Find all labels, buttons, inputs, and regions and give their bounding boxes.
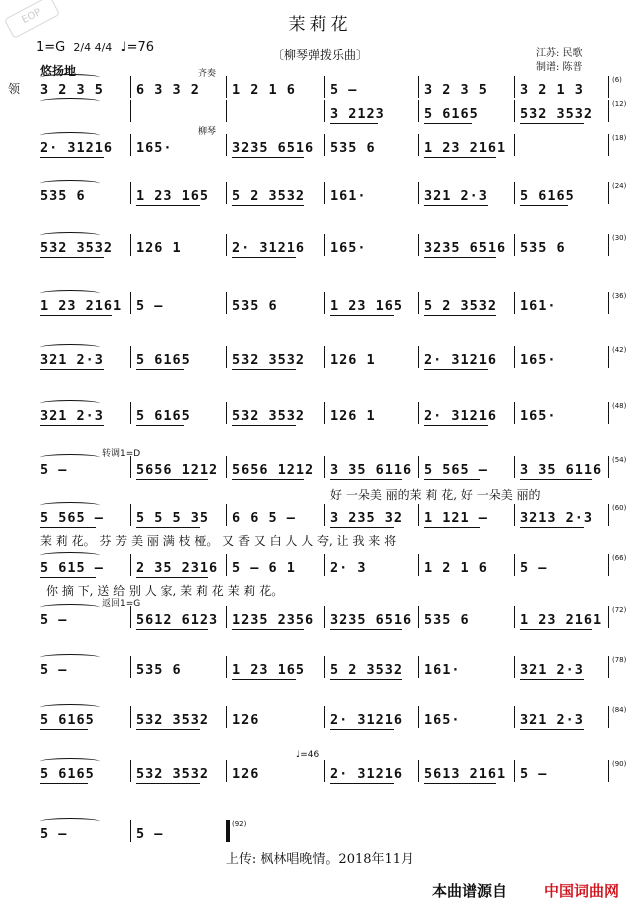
beam-underline [520, 629, 592, 630]
beam-underline [424, 157, 496, 158]
beam-underline [40, 527, 96, 528]
barline [324, 554, 325, 576]
beam-underline [330, 315, 394, 316]
measure-notes: 5656 1212 [136, 462, 219, 478]
section-label: ♩=46 [296, 750, 320, 760]
barline [324, 504, 325, 526]
measure-notes: 1 2 1 6 [424, 560, 488, 576]
barline [324, 760, 325, 782]
measure-notes: 1 23 165 [330, 298, 404, 314]
measure-notes: 165· [330, 240, 367, 256]
beam-underline [424, 315, 496, 316]
measure-notes: 165· [136, 140, 173, 156]
lyric-line: 茉 莉 花。 芬 芳 美 丽 满 枝 桠。 又 香 又 白 人 人 夸, 让 我 来 将 [40, 534, 397, 548]
score-row [0, 449, 640, 492]
measure-notes: 5612 6123 [136, 612, 219, 628]
measure-notes: 5 615 – [40, 560, 104, 576]
measure-notes: 321 2·3 [424, 188, 488, 204]
score-row [0, 182, 640, 218]
measure-notes: 5613 2161 [424, 766, 507, 782]
measure-number: (36) [612, 292, 627, 300]
measure-notes: 5656 1212 [232, 462, 315, 478]
barline [226, 292, 227, 314]
measure-notes: 3 235 32 [330, 510, 404, 526]
barline [226, 606, 227, 628]
measure-notes: 1 121 – [424, 510, 488, 526]
measure-notes: 535 6 [330, 140, 376, 156]
beam-underline [40, 369, 104, 370]
measure-notes: 5 – [136, 826, 164, 842]
beam-underline [520, 527, 584, 528]
measure-notes: 532 3532 [136, 766, 210, 782]
beam-underline [520, 679, 584, 680]
beam-underline [136, 629, 208, 630]
measure-number: (12) [612, 100, 627, 108]
barline [130, 346, 131, 368]
slur [40, 454, 100, 461]
barline [608, 554, 609, 576]
barline [418, 706, 419, 728]
slur [40, 98, 100, 105]
barline [324, 706, 325, 728]
measure-notes: 1 23 165 [136, 188, 210, 204]
barline [418, 402, 419, 424]
time-signature: 2/4 4/4 [73, 41, 113, 54]
measure-notes: 5 565 – [40, 510, 104, 526]
beam-underline [232, 479, 304, 480]
measure-notes: 161· [330, 188, 367, 204]
measure-notes: 165· [520, 352, 557, 368]
measure-notes: 5 – [330, 82, 358, 98]
slur [40, 552, 100, 559]
barline [418, 606, 419, 628]
beam-underline [40, 257, 104, 258]
score-row [0, 346, 640, 382]
barline [226, 346, 227, 368]
measure-notes: 3 35 6116 [330, 462, 413, 478]
barline [324, 100, 325, 122]
barline [226, 234, 227, 256]
measure-number: (90) [612, 760, 627, 768]
measure-notes: 5 – [40, 462, 68, 478]
barline [324, 346, 325, 368]
lead-label: 领 [8, 82, 21, 96]
score-row [0, 706, 640, 742]
barline [226, 100, 227, 122]
beam-underline [136, 425, 184, 426]
barline [514, 182, 515, 204]
barline [324, 606, 325, 628]
barline [418, 134, 419, 156]
expression-marking: 悠扬地 [40, 64, 77, 78]
beam-underline [424, 479, 480, 480]
slur [40, 232, 100, 239]
barline [514, 656, 515, 678]
measure-number: (42) [612, 346, 627, 354]
slur [40, 344, 100, 351]
measure-notes: 5 2 3532 [330, 662, 404, 678]
measure-notes: 3 35 6116 [520, 462, 603, 478]
measure-notes: 126 [232, 712, 260, 728]
measure-notes: 3213 2·3 [520, 510, 594, 526]
beam-underline [40, 157, 104, 158]
measure-notes: 165· [520, 408, 557, 424]
section-label: 柳琴 [198, 127, 217, 137]
beam-underline [136, 369, 184, 370]
beam-underline [40, 729, 88, 730]
origin-credit: 江苏: 民歌 [536, 48, 583, 59]
measure-notes: 2· 31216 [40, 140, 114, 156]
barline [608, 456, 609, 478]
section-label: 齐奏 [198, 69, 217, 79]
barline [418, 234, 419, 256]
measure-notes: 5 – [40, 662, 68, 678]
measure-number: (84) [612, 706, 627, 714]
barline [608, 234, 609, 256]
measure-notes: 6 3 3 2 [136, 82, 200, 98]
barline [514, 706, 515, 728]
barline [418, 456, 419, 478]
barline [226, 504, 227, 526]
barline [514, 134, 515, 156]
barline [418, 504, 419, 526]
measure-number: (72) [612, 606, 627, 614]
measure-notes: 5 6165 [520, 188, 575, 204]
barline [608, 182, 609, 204]
measure-notes: 321 2·3 [520, 712, 584, 728]
measure-notes: 1 2 1 6 [232, 82, 296, 98]
barline [514, 346, 515, 368]
barline [418, 100, 419, 122]
barline [130, 554, 131, 576]
score-row [0, 599, 640, 642]
beam-underline [232, 425, 296, 426]
barline [418, 760, 419, 782]
slur [40, 290, 100, 297]
measure-notes: 321 2·3 [520, 662, 584, 678]
measure-notes: 3235 6516 [330, 612, 413, 628]
barline [130, 820, 131, 842]
barline [324, 134, 325, 156]
barline [514, 760, 515, 782]
slur [40, 604, 100, 611]
measure-number: (54) [612, 456, 627, 464]
beam-underline [40, 577, 96, 578]
barline [514, 504, 515, 526]
key-signature [36, 40, 154, 55]
measure-notes: 321 2·3 [40, 408, 104, 424]
barline [608, 76, 609, 98]
slur [40, 180, 100, 187]
beam-underline [136, 783, 200, 784]
barline [324, 292, 325, 314]
barline [514, 554, 515, 576]
beam-underline [424, 527, 480, 528]
measure-notes: 3 2123 [330, 106, 385, 122]
measure-number: (30) [612, 234, 627, 242]
barline [608, 292, 609, 314]
measure-notes: 2· 31216 [330, 766, 404, 782]
arranger-credit: 制谱: 陈普 [536, 62, 583, 73]
measure-number: (92) [232, 820, 247, 828]
measure-number: (24) [612, 182, 627, 190]
measure-notes: 532 3532 [232, 352, 306, 368]
measure-notes: 5 – [40, 612, 68, 628]
barline [226, 76, 227, 98]
measure-notes: 5 5 5 35 [136, 510, 210, 526]
measure-notes: 5 6165 [40, 712, 95, 728]
barline [130, 100, 131, 122]
upload-credit: 上传: 枫林唱晚情。2018年11月 [225, 852, 415, 867]
measure-notes: 2· 31216 [232, 240, 306, 256]
measure-notes: 3235 6516 [424, 240, 507, 256]
measure-number: (78) [612, 656, 627, 664]
measure-notes: 532 3532 [232, 408, 306, 424]
measure-notes: 3 2 3 5 [40, 82, 104, 98]
beam-underline [424, 425, 488, 426]
barline [514, 76, 515, 98]
measure-notes: 161· [520, 298, 557, 314]
watermark-stamp: EOP [4, 0, 60, 39]
barline [226, 134, 227, 156]
measure-notes: 5 – [520, 766, 548, 782]
barline [130, 656, 131, 678]
beam-underline [330, 479, 402, 480]
beam-underline [232, 679, 296, 680]
beam-underline [520, 729, 584, 730]
barline [226, 656, 227, 678]
slur [40, 502, 100, 509]
barline [324, 76, 325, 98]
measure-notes: 321 2·3 [40, 352, 104, 368]
beam-underline [232, 205, 304, 206]
score-row [0, 234, 640, 270]
barline [418, 76, 419, 98]
barline [226, 760, 227, 782]
barline [324, 182, 325, 204]
beam-underline [136, 577, 208, 578]
measure-notes: 5 2 3532 [232, 188, 306, 204]
barline [418, 554, 419, 576]
measure-notes: 1 23 165 [232, 662, 306, 678]
song-title: 茉莉花 [288, 15, 352, 35]
measure-notes: 2· 31216 [330, 712, 404, 728]
barline [130, 706, 131, 728]
barline [608, 504, 609, 526]
beam-underline [424, 123, 472, 124]
beam-underline [40, 783, 88, 784]
measure-notes: 2 35 2316 [136, 560, 219, 576]
barline [608, 606, 609, 628]
score-row [0, 750, 640, 796]
slur [40, 758, 100, 765]
song-subtitle: 〔柳琴弹拨乐曲〕 [271, 48, 368, 62]
beam-underline [330, 783, 394, 784]
beam-underline [520, 123, 584, 124]
barline [226, 402, 227, 424]
score-row [0, 127, 640, 170]
beam-underline [330, 679, 402, 680]
measure-notes: 532 3532 [40, 240, 114, 256]
measure-number: (6) [612, 76, 622, 84]
barline [608, 100, 609, 122]
beam-underline [232, 257, 296, 258]
barline [418, 656, 419, 678]
beam-underline [136, 527, 200, 528]
lyric-line: 你 摘 下, 送 给 别 人 家, 茉 莉 花 茉 莉 花。 [46, 584, 284, 598]
barline [226, 182, 227, 204]
barline [130, 292, 131, 314]
measure-notes: 5 6165 [136, 352, 191, 368]
slur [40, 74, 100, 81]
beam-underline [136, 729, 200, 730]
slur [40, 704, 100, 711]
measure-notes: 1 23 2161 [40, 298, 123, 314]
measure-number: (18) [612, 134, 627, 142]
final-barline [226, 820, 230, 842]
measure-notes: 532 3532 [136, 712, 210, 728]
measure-notes: 1 23 2161 [520, 612, 603, 628]
measure-notes: 3 2 3 5 [424, 82, 488, 98]
beam-underline [232, 369, 296, 370]
beam-underline [136, 479, 208, 480]
measure-number: (60) [612, 504, 627, 512]
measure-notes: 2· 31216 [424, 352, 498, 368]
barline [608, 656, 609, 678]
measure-notes: 5 565 – [424, 462, 488, 478]
barline [418, 346, 419, 368]
barline [226, 706, 227, 728]
barline [514, 100, 515, 122]
measure-notes: 3 2 1 3 [520, 82, 584, 98]
barline [608, 706, 609, 728]
beam-underline [232, 157, 304, 158]
beam-underline [330, 123, 378, 124]
barline [514, 234, 515, 256]
measure-notes: 161· [424, 662, 461, 678]
barline [130, 134, 131, 156]
barline [608, 134, 609, 156]
slur [40, 400, 100, 407]
measure-notes: 5 6165 [424, 106, 479, 122]
barline [226, 456, 227, 478]
measure-notes: 165· [424, 712, 461, 728]
measure-notes: 5 – [520, 560, 548, 576]
score-row [0, 402, 640, 438]
measure-number: (66) [612, 554, 627, 562]
score-row [0, 656, 640, 692]
measure-notes: 1235 2356 [232, 612, 315, 628]
section-label: 返回1=G [102, 599, 141, 609]
beam-underline [330, 629, 402, 630]
barline [130, 76, 131, 98]
barline [130, 402, 131, 424]
beam-underline [424, 257, 496, 258]
key-label: 1=G [36, 40, 66, 55]
barline [514, 456, 515, 478]
score-row [0, 292, 640, 328]
barline [514, 402, 515, 424]
measure-notes: 1 23 2161 [424, 140, 507, 156]
barline [514, 606, 515, 628]
measure-notes: 535 6 [232, 298, 278, 314]
barline [608, 346, 609, 368]
beam-underline [40, 315, 112, 316]
source-label: 本曲谱源自 [432, 882, 508, 900]
barline [324, 402, 325, 424]
barline [130, 606, 131, 628]
measure-notes: 126 1 [330, 408, 376, 424]
measure-notes: 2· 3 [330, 560, 367, 576]
barline [324, 234, 325, 256]
measure-notes: 5 – [40, 826, 68, 842]
lyric-line: 好 一朵美 丽的茉 莉 花, 好 一朵美 丽的 [330, 488, 541, 502]
beam-underline [136, 205, 200, 206]
section-label: 转调1=D [102, 449, 141, 459]
measure-notes: 5 2 3532 [424, 298, 498, 314]
slur [40, 818, 100, 825]
measure-notes: 535 6 [40, 188, 86, 204]
beam-underline [232, 629, 304, 630]
measure-notes: 532 3532 [520, 106, 594, 122]
barline [130, 456, 131, 478]
beam-underline [424, 205, 488, 206]
barline [418, 292, 419, 314]
beam-underline [424, 369, 488, 370]
beam-underline [330, 527, 394, 528]
slur [40, 654, 100, 661]
barline [324, 456, 325, 478]
barline [608, 760, 609, 782]
measure-notes: 5 6165 [40, 766, 95, 782]
barline [514, 292, 515, 314]
measure-notes: 5 – 6 1 [232, 560, 296, 576]
measure-notes: 5 – [136, 298, 164, 314]
measure-notes: 535 6 [520, 240, 566, 256]
measure-notes: 6 6 5 – [232, 510, 296, 526]
beam-underline [520, 479, 592, 480]
barline [324, 656, 325, 678]
score-row [0, 100, 640, 136]
measure-notes: 126 1 [330, 352, 376, 368]
source-site-link[interactable]: 中国词曲网 [544, 882, 620, 900]
barline [226, 554, 227, 576]
barline [130, 234, 131, 256]
measure-notes: 126 [232, 766, 260, 782]
beam-underline [424, 783, 496, 784]
beam-underline [330, 729, 394, 730]
measure-notes: 5 6165 [136, 408, 191, 424]
measure-number: (48) [612, 402, 627, 410]
measure-notes: 2· 31216 [424, 408, 498, 424]
measure-notes: 535 6 [136, 662, 182, 678]
barline [130, 760, 131, 782]
measure-notes: 3235 6516 [232, 140, 315, 156]
barline [130, 504, 131, 526]
measure-notes: 126 1 [136, 240, 182, 256]
tempo-marking: ♩=76 [120, 40, 155, 55]
beam-underline [520, 205, 568, 206]
beam-underline [40, 425, 104, 426]
slur [40, 132, 100, 139]
barline [130, 182, 131, 204]
barline [418, 182, 419, 204]
measure-notes: 535 6 [424, 612, 470, 628]
barline [608, 402, 609, 424]
